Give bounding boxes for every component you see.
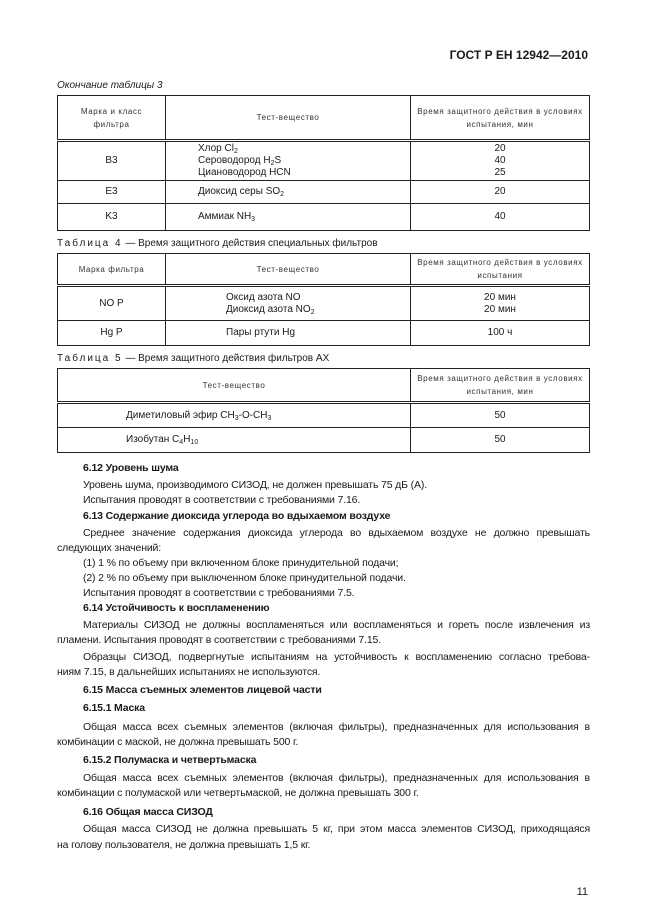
- table-row: Диметиловый эфир $CH_3-O-CH_3$ 50: [58, 403, 590, 428]
- paragraph-line: ниям 7.15, в дальнейших испытаниях не используются.: [57, 666, 321, 678]
- paragraph-line: комбинации с маской, не должна превышать 500 г.: [57, 736, 299, 748]
- list-item: (2) 2 % по объему при выключенном блоке принудительной подачи.: [83, 572, 406, 584]
- paragraph-line: Испытания проводят в соответствии с требованиями 7.16.: [83, 494, 361, 506]
- table-5: [57, 368, 590, 453]
- table-row: K3 Аммиак $NH_3$ 40: [58, 204, 590, 231]
- column-header: Тест-вещество: [58, 369, 411, 403]
- column-header: Марка фильтра: [58, 254, 166, 286]
- paragraph-line: Общая масса СИЗОД не должна превышать 5 кг, при этом масса элементов СИЗОД, приходящаяся: [83, 823, 590, 835]
- section-heading: 6.12 Уровень шума: [83, 462, 179, 474]
- list-item: (1) 1 % по объему при включенном блоке принудительной подачи;: [83, 557, 399, 569]
- page-number: 11: [576, 886, 588, 898]
- section-heading: 6.14 Устойчивость к воспламенению: [83, 602, 270, 614]
- column-header: Время защитного действия в условиях испытания: [411, 254, 590, 286]
- section-heading: 6.15.2 Полумаска и четвертьмаска: [83, 754, 257, 766]
- paragraph-line: Среднее значение содержания диоксида углерода во вдыхаемом воздухе не должно превышать: [83, 527, 590, 539]
- column-header: Время защитного действия в условиях испытания, мин: [411, 96, 590, 141]
- table-3: [57, 95, 590, 231]
- paragraph-line: на голову пользователя, не должна превышать 1,5 кг.: [57, 839, 311, 851]
- paragraph-line: Материалы СИЗОД не должны воспламеняться или воспламеняться и гореть после извлечения из: [83, 619, 590, 631]
- section-heading: 6.13 Содержание диоксида углерода во вдыхаемом воздухе: [83, 510, 391, 522]
- paragraph-line: Уровень шума, производимого СИЗОД, не должен превышать 75 дБ (А).: [83, 479, 427, 491]
- paragraph-line: следующих значений:: [57, 542, 162, 554]
- paragraph-line: Испытания проводят в соответствии с требованиями 7.5.: [83, 587, 355, 599]
- column-header: Марка и класс фильтра: [58, 96, 166, 141]
- document-id: ГОСТ Р ЕН 12942—2010: [449, 48, 588, 62]
- paragraph-line: комбинации с полумаской или четвертьмаской, не должна превышать 300 г.: [57, 787, 419, 799]
- table-row: Изобутан $C_4H_{10}$ 50: [58, 428, 590, 453]
- column-header: Время защитного действия в условиях испытания, мин: [411, 369, 590, 403]
- table-row: B3 Хлор $Cl_2$ Сероводород $H_2S$ Циановодород HCN 20 40 25: [58, 141, 590, 181]
- paragraph-line: Образцы СИЗОД, подвергнутые испытаниям на устойчивость к воспламенению согласно требова-: [83, 651, 590, 663]
- table4-caption: Таблица 4 — Время защитного действия специальных фильтров: [57, 238, 378, 249]
- table-row: NO P Оксид азота NO Диоксид азота $NO_2$ 20 мин 20 мин: [58, 286, 590, 321]
- section-heading: 6.15 Масса съемных элементов лицевой части: [83, 684, 322, 696]
- paragraph-line: пламени. Испытания проводят в соответствии с требованиями 7.15.: [57, 634, 382, 646]
- section-heading: 6.15.1 Маска: [83, 702, 145, 714]
- column-header: Тест-вещество: [166, 96, 411, 141]
- paragraph-line: Общая масса всех съемных элементов (включая фильтры), предназначенных для использования в: [83, 721, 590, 733]
- table-4: [57, 253, 590, 346]
- table-row: E3 Диоксид серы $SO_2$ 20: [58, 181, 590, 204]
- section-heading: 6.16 Общая масса СИЗОД: [83, 806, 213, 818]
- paragraph-line: Общая масса всех съемных элементов (включая фильтры), предназначенных для использования в: [83, 772, 590, 784]
- column-header: Тест-вещество: [166, 254, 411, 286]
- table5-caption: Таблица 5 — Время защитного действия фильтров AX: [57, 353, 330, 364]
- table3-caption: Окончание таблицы 3: [57, 80, 163, 91]
- table-row: Hg P Пары ртути Hg 100 ч: [58, 321, 590, 346]
